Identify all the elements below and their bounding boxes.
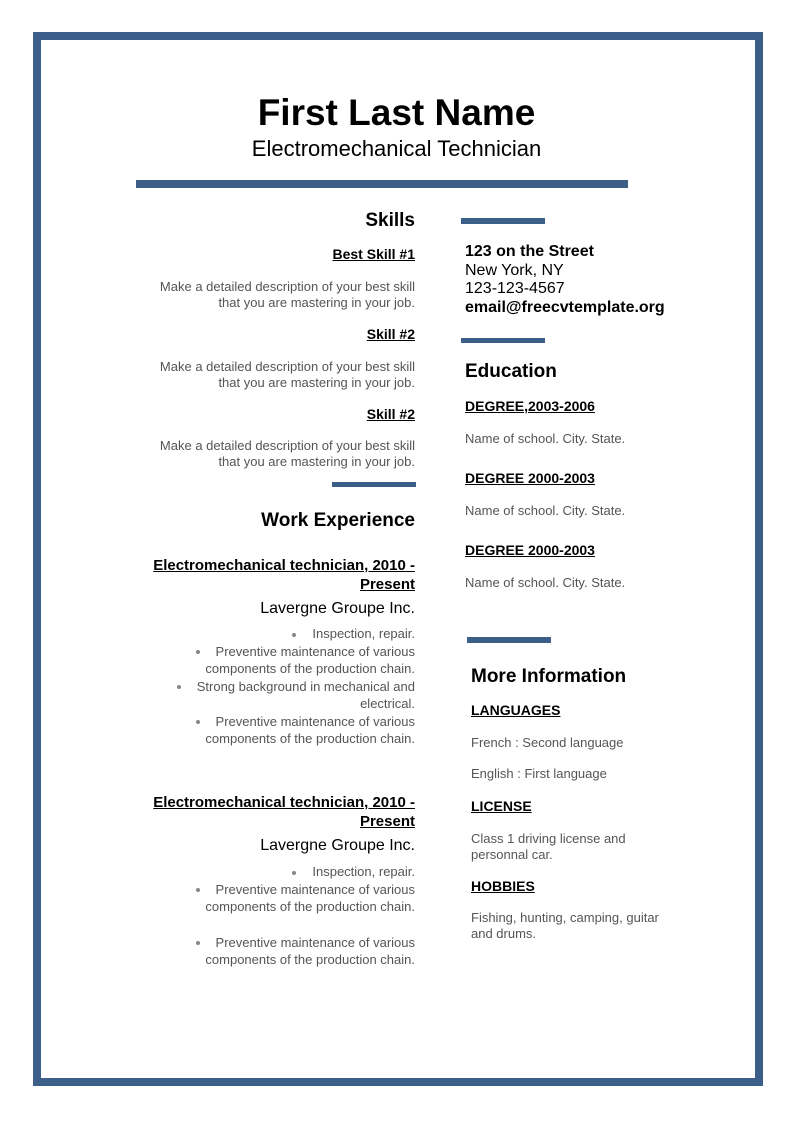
list-item: Strong background in mechanical and electrical.: [130, 678, 415, 713]
list-item: Preventive maintenance of various components of the production chain.: [130, 934, 415, 969]
degree-title: DEGREE,2003-2006: [465, 398, 595, 414]
skill-title: Best Skill #1: [332, 246, 415, 262]
list-item: Preventive maintenance of various components of the production chain.: [130, 643, 415, 678]
license-title: LICENSE: [471, 798, 532, 814]
education-heading: Education: [465, 361, 557, 382]
company-name: Lavergne Groupe Inc.: [260, 600, 415, 617]
school-name: Name of school. City. State.: [465, 431, 626, 446]
section-divider: [467, 637, 551, 643]
street-address: 123 on the Street: [465, 243, 594, 260]
phone-number: 123-123-4567: [465, 280, 565, 297]
email-address: email@freecvtemplate.org: [465, 298, 665, 316]
contact-divider: [461, 218, 545, 224]
header-divider: [136, 180, 628, 188]
skill-title: Skill #2: [366, 326, 415, 342]
section-divider: [332, 482, 416, 487]
list-item: Preventive maintenance of various components of the production chain.: [130, 713, 415, 748]
job-bullets: [130, 863, 415, 969]
city: New York, NY: [465, 261, 564, 279]
school-name: Name of school. City. State.: [465, 575, 626, 590]
company-name: Lavergne Groupe Inc.: [260, 837, 415, 854]
job-bullets: [130, 625, 415, 748]
skill-description: Make a detailed description of your best skill that you are mastering in your job.: [159, 359, 415, 390]
contact-info: [465, 243, 665, 317]
degree-title: DEGREE 2000-2003: [465, 470, 595, 486]
job-entry-title: Electromechanical technician, 2010 - Present: [153, 557, 415, 593]
more-info-heading: More Information: [471, 666, 627, 687]
list-item: Inspection, repair.: [130, 863, 415, 881]
full-name: First Last Name: [257, 92, 536, 133]
list-item: Inspection, repair.: [130, 625, 415, 643]
skill-description: Make a detailed description of your best skill that you are mastering in your job.: [159, 279, 415, 310]
skill-description: Make a detailed description of your best skill that you are mastering in your job.: [159, 438, 415, 469]
skill-title: Skill #2: [366, 406, 415, 422]
degree-title: DEGREE 2000-2003: [465, 542, 595, 558]
hobbies-text: Fishing, hunting, camping, guitar and drums.: [471, 910, 659, 941]
job-title: Electromechanical Technician: [251, 136, 542, 161]
job-entry-title: Electromechanical technician, 2010 - Present: [153, 794, 415, 830]
language-item: French : Second language: [471, 735, 624, 750]
section-divider: [461, 338, 545, 343]
school-name: Name of school. City. State.: [465, 503, 626, 518]
work-heading: Work Experience: [261, 510, 415, 531]
language-item: English : First language: [471, 766, 607, 781]
languages-title: LANGUAGES: [471, 702, 561, 718]
list-item: Preventive maintenance of various components of the production chain.: [130, 881, 415, 916]
skills-heading: Skills: [365, 210, 415, 231]
license-text: Class 1 driving license and personnal car.: [471, 831, 626, 862]
hobbies-title: HOBBIES: [471, 878, 535, 894]
